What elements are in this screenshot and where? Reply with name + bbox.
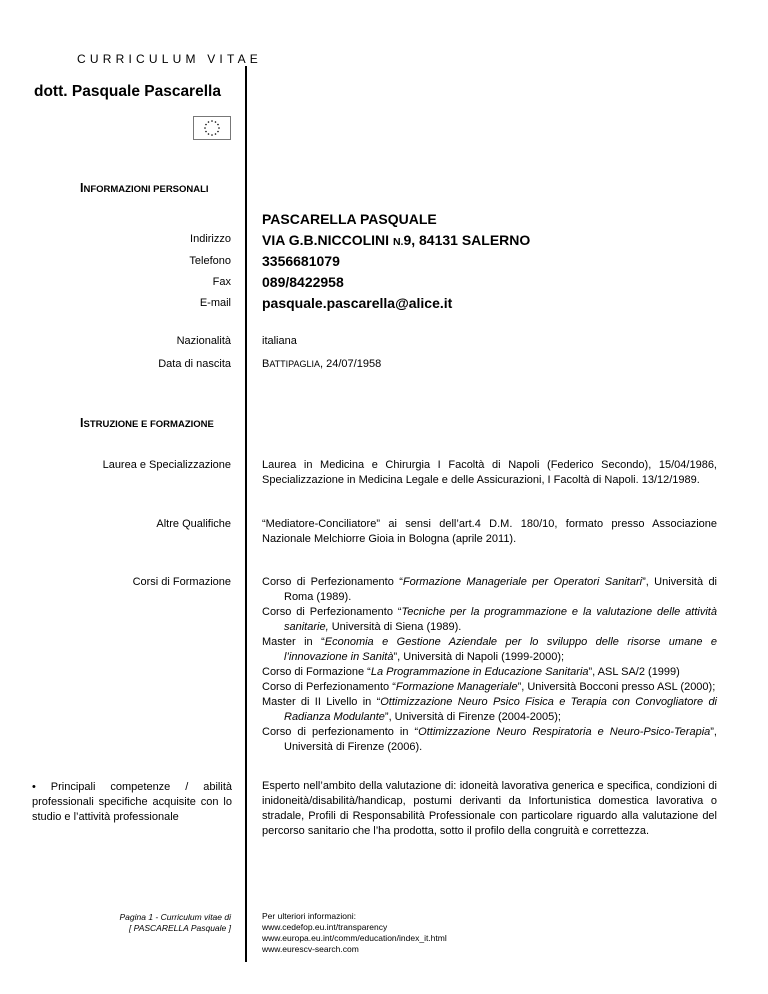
birth-date: , 24/07/1958 [320,358,382,370]
link-cedefop[interactable]: www.cedefop.eu.int/transparency [262,922,388,932]
course-item: Corso di perfezionamento in “Ottimizzazione Neuro Respiratoria e Neuro-Psico-Terapia”, Università di Firenze (2006). [262,726,717,753]
other-qualifications-text: “Mediatore-Conciliatore” ai sensi dell’art.4 D.M. 180/10, formato presso Associazione Nazionale Melchiorre Gioia in Bologna (aprile 2011). [262,518,717,545]
course-item: Corso di Perfezionamento “Tecniche per la programmazione e la valutazione delle attività sanitarie, Università di Siena (1989). [262,606,717,633]
section-initial: I [80,181,84,195]
phone-value: 3356681079 [262,253,340,269]
eu-flag-icon [193,116,231,140]
birth-place-rest: ATTIPAGLIA [269,359,321,369]
course-item: Master in “Economia e Gestione Aziendale per lo sviluppo delle risorse umane e l’innovazione in Sanità”, Università di Napoli (1999-2000); [262,636,717,663]
birth-value [262,358,381,370]
link-eurescv[interactable]: www.eurescv-search.com [262,944,359,954]
section-rest: NFORMAZIONI PERSONALI [83,184,209,195]
degree-label: Laurea e Specializzazione [102,459,231,471]
address-part: VIA G.B.NICCOLINI [262,232,393,248]
nationality-value: italiana [262,335,297,347]
person-name: dott. Pasquale Pascarella [34,83,221,100]
courses-label: Corsi di Formazione [132,576,231,588]
section-personal-info [80,181,209,195]
page-number: Pagina 1 - Curriculum vitae di [119,912,231,922]
address-part: N. [392,236,404,248]
email-label: E-mail [199,297,231,309]
page-footer-label [120,912,232,934]
more-info [262,911,447,955]
course-item: Master di II Livello in “Ottimizzazione Neuro Psico Fisica e Terapia con Convogliatore di Radianza Modulante”, Università di Firenze (2004-2005); [262,696,718,723]
address-value [262,232,530,248]
course-item: Corso di Formazione “La Programmazione in Educazione Sanitaria”, ASL SA/2 (1999) [262,666,680,678]
course-item: Corso di Perfezionamento “Formazione Manageriale per Operatori Sanitari”, Università di Roma (1989). [262,576,718,603]
birth-place-initial: B [262,358,270,370]
courses-list [262,575,717,755]
full-name: PASCARELLA PASQUALE [262,211,437,227]
page-owner: [ PASCARELLA Pasquale ] [128,923,231,933]
eu-stars-icon [194,117,230,139]
address-label: Indirizzo [190,233,231,245]
more-info-title: Per ulteriori informazioni: [262,911,357,921]
degree-text: Laurea in Medicina e Chirurgia I Facoltà di Napoli (Federico Secondo), 15/04/1986, Specializzazione in Medicina Legale e delle Assicurazioni, I Facoltà di Napoli. 13/12/1989. [262,459,717,486]
fax-value: 089/8422958 [262,274,344,290]
fax-label: Fax [212,276,231,288]
address-part: 9, 84131 SALERNO [403,232,531,248]
birth-label: Data di nascita [158,358,231,370]
nationality-label: Nazionalità [176,335,231,347]
link-europa[interactable]: www.europa.eu.int/comm/education/index_it.html [262,933,447,943]
skills-text: Esperto nell’ambito della valutazione di: idoneità lavorativa generica e specifica, condizioni di inidoneità/disabilità/handicap, postumi derivanti da Infortunistica domestica lavorativa o stradale, Profili di Responsabilità Professionale con particolare riguardo alla valutazione del percorso sanitario che l’ha prodotta, sotto il profilo della congruità e correttezza. [262,780,717,837]
other-qualifications-label: Altre Qualifiche [156,518,231,530]
section-education [80,416,214,430]
phone-label: Telefono [189,255,231,267]
email-value[interactable]: pasquale.pascarella@alice.it [262,295,453,311]
column-divider [245,66,247,962]
course-item: Corso di Perfezionamento “Formazione Manageriale”, Università Bocconi presso ASL (2000); [262,681,716,693]
section-initial: I [80,416,84,430]
section-rest: STRUZIONE E FORMAZIONE [83,419,214,430]
skills-label: • Principali competenze / abilità professionali specifiche acquisite con lo studio e l’attività professionale [32,781,232,823]
cv-title: CURRICULUM VITAE [77,52,262,66]
